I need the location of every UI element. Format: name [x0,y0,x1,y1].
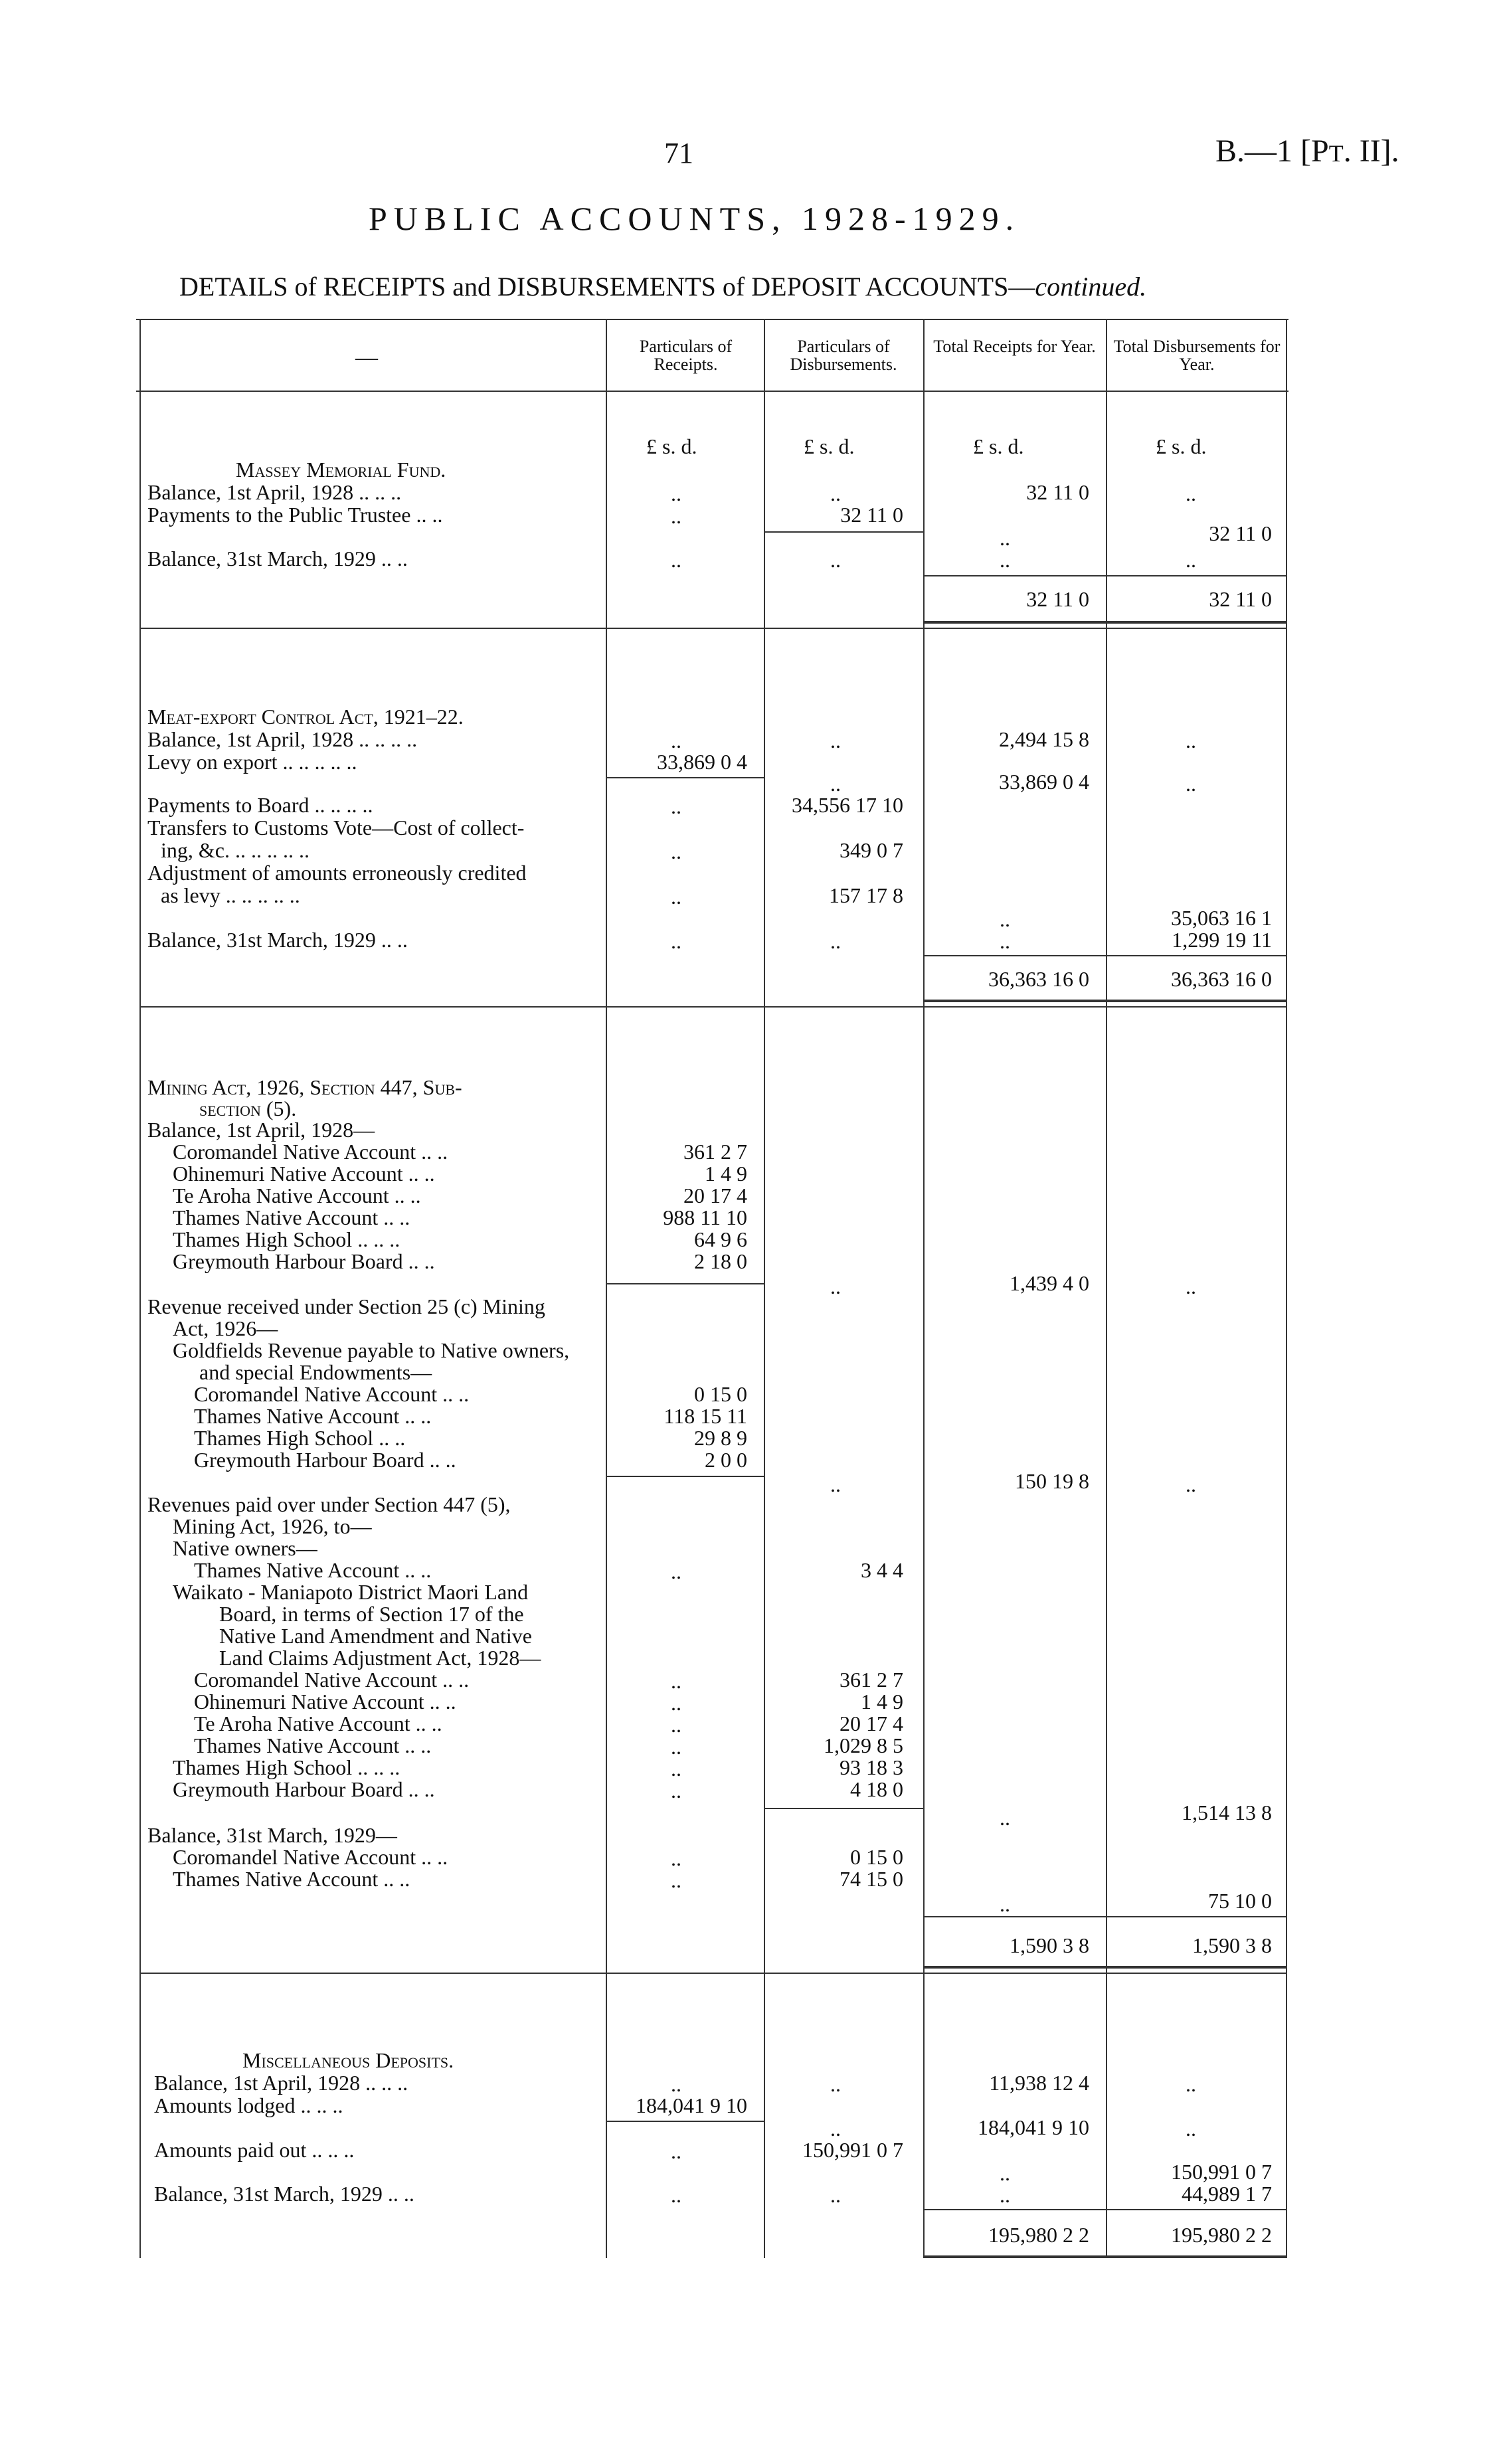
empty-dots: .. [830,482,841,505]
meat-row-adjustment-cont: as levy .. .. .. .. .. [161,883,300,907]
mining-total-disbursed-balance: 75 10 0 [1208,1889,1272,1913]
mining-balance-value: 20 17 4 [683,1184,747,1207]
misc-total-disbursements: 195,980 2 2 [1171,2223,1272,2247]
empty-dots: .. [1186,548,1196,572]
misc-total-receipts-lodged: 184,041 9 10 [978,2115,1089,2139]
header-bottom-rule [136,391,1288,392]
receipts-header: Particulars of Receipts. [639,337,733,375]
mining-waikato-heading-cont: Native Land Amendment and Native [219,1624,532,1648]
misc-lodged-receipt: 184,041 9 10 [636,2093,747,2117]
misc-row-balance-open: Balance, 1st April, 1928 .. .. .. [154,2071,408,2095]
empty-dots: .. [671,794,681,818]
empty-dots: .. [671,885,681,909]
page-title: PUBLIC ACCOUNTS, 1928-1929. [369,200,1021,237]
empty-dots: .. [671,548,681,572]
mining-waikato-row: Greymouth Harbour Board .. .. [173,1777,435,1801]
meat-row-transfers: Transfers to Customs Vote—Cost of collect- [147,816,525,839]
mining-goldfields-row: Thames Native Account .. .. [194,1404,432,1428]
mining-goldfields-value: 0 15 0 [694,1382,747,1406]
mining-native-owners-heading: Native owners— [173,1536,317,1560]
subtotal-rule [923,955,1286,956]
description-header: — [355,345,378,370]
table-top-rule [136,319,1288,320]
massey-row-balance-open: Balance, 1st April, 1928 .. .. .. [147,480,402,504]
section-heading-meat-export: Meat-export Control Act, 1921–22. [147,705,464,729]
empty-dots: .. [1186,2072,1196,2096]
empty-dots: .. [830,2117,841,2141]
massey-row-balance-close: Balance, 31st March, 1929 .. .. [147,547,408,571]
mining-closing-heading: Balance, 31st March, 1929— [147,1823,397,1847]
mining-goldfields-heading-cont: and special Endowments— [199,1360,432,1384]
empty-dots: .. [1000,526,1010,550]
empty-dots: .. [1000,2161,1010,2185]
mining-total-disbursed-paid: 1,514 13 8 [1182,1801,1272,1824]
mining-balance-value: 361 2 7 [683,1140,747,1164]
mining-total-receipts-balance: 1,439 4 0 [1010,1271,1089,1295]
mining-goldfields-value: 29 8 9 [694,1426,747,1450]
empty-dots: .. [671,1757,681,1781]
empty-dots: .. [671,929,681,953]
mining-paid-value: 3 4 4 [861,1558,903,1582]
misc-row-balance-close: Balance, 31st March, 1929 .. .. [154,2182,414,2206]
meat-row-balance-close: Balance, 31st March, 1929 .. .. [147,928,408,952]
empty-dots: .. [1186,1275,1196,1298]
column-divider [764,319,765,2258]
mining-balance-row: Ohinemuri Native Account .. .. [173,1162,435,1186]
empty-dots: .. [830,1275,841,1298]
empty-dots: .. [1000,907,1010,931]
meat-total-receipts: 36,363 16 0 [988,967,1089,991]
mining-waikato-heading: Waikato - Maniapoto District Maori Land [173,1580,529,1604]
section-end-rule [923,621,1286,624]
empty-dots: .. [671,1735,681,1759]
mining-waikato-heading-cont: Board, in terms of Section 17 of the [219,1602,524,1626]
empty-dots: .. [671,1868,681,1892]
total-receipts-header: Total Receipts for Year. [933,337,1096,356]
empty-dots: .. [671,2139,681,2163]
empty-dots: .. [830,772,841,796]
meat-row-payments: Payments to Board .. .. .. .. [147,793,373,817]
meat-total-receipts-balance: 2,494 15 8 [999,727,1089,751]
empty-dots: .. [1000,1806,1010,1830]
mining-total-receipts-revenue: 150 19 8 [1015,1469,1089,1493]
table-right-border [1286,319,1287,2258]
mining-closing-row: Thames Native Account .. .. [173,1867,410,1891]
mining-goldfields-value: 118 15 11 [664,1404,747,1428]
subtotal-rule [606,777,764,778]
meat-row-transfers-cont: ing, &c. .. .. .. .. .. [161,838,310,862]
subtotal-rule [923,1916,1286,1917]
meat-row-levy: Levy on export .. .. .. .. .. [147,750,357,774]
page-subtitle: DETAILS of RECEIPTS and DISBURSEMENTS of DEPOSIT ACCOUNTS—continued. [179,272,1147,302]
section-end-rule [923,2255,1286,2258]
empty-dots: .. [830,548,841,572]
massey-row-payments: Payments to the Public Trustee .. .. [147,503,443,527]
empty-dots: .. [671,1713,681,1737]
mining-balance-row: Greymouth Harbour Board .. .. [173,1249,435,1273]
empty-dots: .. [1186,2117,1196,2141]
meat-payments-to-board: 34,556 17 10 [792,793,903,817]
mining-waikato-value: 4 18 0 [850,1777,903,1801]
mining-revenue-heading: Revenue received under Section 25 (c) Mining [147,1294,545,1318]
empty-dots: .. [671,2072,681,2096]
misc-total-disbursed-paid: 150,991 0 7 [1171,2160,1272,2184]
empty-dots: .. [1186,729,1196,752]
section-separator [139,628,1286,629]
mining-balance-value: 988 11 10 [663,1205,747,1229]
mining-closing-row: Coromandel Native Account .. .. [173,1845,448,1869]
empty-dots: .. [671,1691,681,1715]
massey-total-disbursed-payments: 32 11 0 [1209,521,1272,545]
mining-waikato-value: 93 18 3 [840,1755,903,1779]
mining-goldfields-row: Thames High School .. .. [194,1426,406,1450]
empty-dots: .. [1186,1472,1196,1496]
empty-dots: .. [830,929,841,953]
meat-transfers-customs: 349 0 7 [840,838,903,862]
total-disbursements-header: Total Disbursements for Year. [1113,337,1281,375]
mining-waikato-value: 1 4 9 [861,1690,903,1714]
empty-dots: .. [830,2183,841,2207]
empty-dots: .. [671,729,681,752]
meat-total-receipts-levy: 33,869 0 4 [999,770,1089,794]
mining-goldfields-value: 2 0 0 [705,1448,747,1472]
empty-dots: .. [1000,929,1010,953]
empty-dots: .. [671,839,681,863]
mining-balance-value: 1 4 9 [705,1162,747,1186]
empty-dots: .. [671,1559,681,1583]
mining-balance-row: Te Aroha Native Account .. .. [173,1184,421,1207]
empty-dots: .. [671,504,681,528]
mining-total-receipts: 1,590 3 8 [1010,1933,1089,1957]
empty-dots: .. [671,482,681,505]
section-end-rule [923,1000,1286,1002]
misc-total-receipts: 195,980 2 2 [988,2223,1089,2247]
mining-balance-heading: Balance, 1st April, 1928— [147,1118,375,1142]
section-heading-massey: Massey Memorial Fund. [236,458,446,482]
mining-goldfields-heading: Goldfields Revenue payable to Native owners, [173,1338,570,1362]
mining-goldfields-row: Greymouth Harbour Board .. .. [194,1448,456,1472]
mining-waikato-value: 1,029 8 5 [824,1733,903,1757]
empty-dots: .. [830,729,841,752]
meat-row-balance-open: Balance, 1st April, 1928 .. .. .. .. [147,727,418,751]
misc-row-lodged: Amounts lodged .. .. .. [154,2093,343,2117]
massey-total-receipts-balance: 32 11 0 [1026,480,1089,504]
table-left-border [139,319,141,2258]
empty-dots: .. [830,2072,841,2096]
mining-waikato-row: Thames Native Account .. .. [194,1733,432,1757]
section-end-rule [923,1966,1286,1969]
mining-balance-row: Thames High School .. .. .. [173,1227,400,1251]
mining-paid-row: Thames Native Account .. .. [194,1558,432,1582]
mining-waikato-heading-cont: Land Claims Adjustment Act, 1928— [219,1646,541,1670]
massey-total-disbursements: 32 11 0 [1209,587,1272,611]
mining-revenue-heading-cont: Act, 1926— [173,1316,278,1340]
column-divider [606,319,607,2258]
section-separator [139,1973,1286,1974]
massey-total-receipts: 32 11 0 [1026,587,1089,611]
mining-waikato-value: 361 2 7 [840,1668,903,1692]
currency-units: £ s. d. [1156,434,1207,458]
mining-total-disbursements: 1,590 3 8 [1192,1933,1272,1957]
misc-paid-out-disbursed: 150,991 0 7 [802,2138,903,2162]
mining-paid-heading: Revenues paid over under Section 447 (5), [147,1492,511,1516]
section-heading-mining: Mining Act, 1926, Section 447, Sub- [147,1075,462,1099]
mining-waikato-value: 20 17 4 [840,1712,903,1735]
mining-balance-row: Thames Native Account .. .. [173,1205,410,1229]
subtotal-rule [764,531,923,533]
empty-dots: .. [1000,1892,1010,1916]
misc-total-balance-close: 44,989 1 7 [1182,2182,1272,2206]
meat-adjustment: 157 17 8 [829,883,903,907]
mining-paid-heading-cont: Mining Act, 1926, to— [173,1514,372,1538]
empty-dots: .. [671,1846,681,1870]
empty-dots: .. [671,1669,681,1693]
empty-dots: .. [1000,2183,1010,2207]
document-reference: B.—1 [PT. II]. [1215,133,1399,169]
empty-dots: .. [671,2183,681,2207]
empty-dots: .. [671,1779,681,1803]
meat-total-disbursed: 35,063 16 1 [1171,906,1272,930]
page-number: 71 [664,137,693,169]
mining-balance-value: 2 18 0 [694,1249,747,1273]
empty-dots: .. [1186,772,1196,796]
currency-units: £ s. d. [646,434,697,458]
empty-dots: .. [830,1472,841,1496]
mining-closing-value: 0 15 0 [850,1845,903,1869]
massey-payments-disbursed: 32 11 0 [840,503,903,527]
meat-total-disbursements: 36,363 16 0 [1171,967,1272,991]
mining-waikato-row: Coromandel Native Account .. .. [194,1668,470,1692]
section-separator [139,1006,1286,1008]
mining-balance-row: Coromandel Native Account .. .. [173,1140,448,1164]
mining-closing-value: 74 15 0 [840,1867,903,1891]
mining-goldfields-row: Coromandel Native Account .. .. [194,1382,470,1406]
mining-waikato-row: Ohinemuri Native Account .. .. [194,1690,456,1714]
disbursements-header: Particulars of Disbursements. [790,337,897,375]
empty-dots: .. [1186,482,1196,505]
meat-levy-receipt: 33,869 0 4 [657,750,747,774]
meat-total-balance-close: 1,299 19 11 [1172,928,1272,952]
section-heading-mining-cont: section (5). [199,1097,297,1120]
subtotal-rule [764,1808,923,1809]
subtotal-rule [606,1476,764,1477]
subtotal-rule [606,1283,764,1284]
misc-row-paid-out: Amounts paid out .. .. .. [154,2138,355,2162]
currency-units: £ s. d. [804,434,855,458]
mining-balance-value: 64 9 6 [694,1227,747,1251]
empty-dots: .. [1000,548,1010,572]
subtotal-rule [923,2209,1286,2210]
currency-units: £ s. d. [973,434,1024,458]
meat-row-adjustment: Adjustment of amounts erroneously credited [147,861,527,885]
mining-waikato-row: Thames High School .. .. .. [173,1755,400,1779]
misc-total-receipts-balance: 11,938 12 4 [989,2071,1089,2095]
subtotal-rule [923,575,1286,576]
subtotal-rule [606,2121,764,2122]
mining-waikato-row: Te Aroha Native Account .. .. [194,1712,442,1735]
section-heading-misc: Miscellaneous Deposits. [242,2048,454,2072]
